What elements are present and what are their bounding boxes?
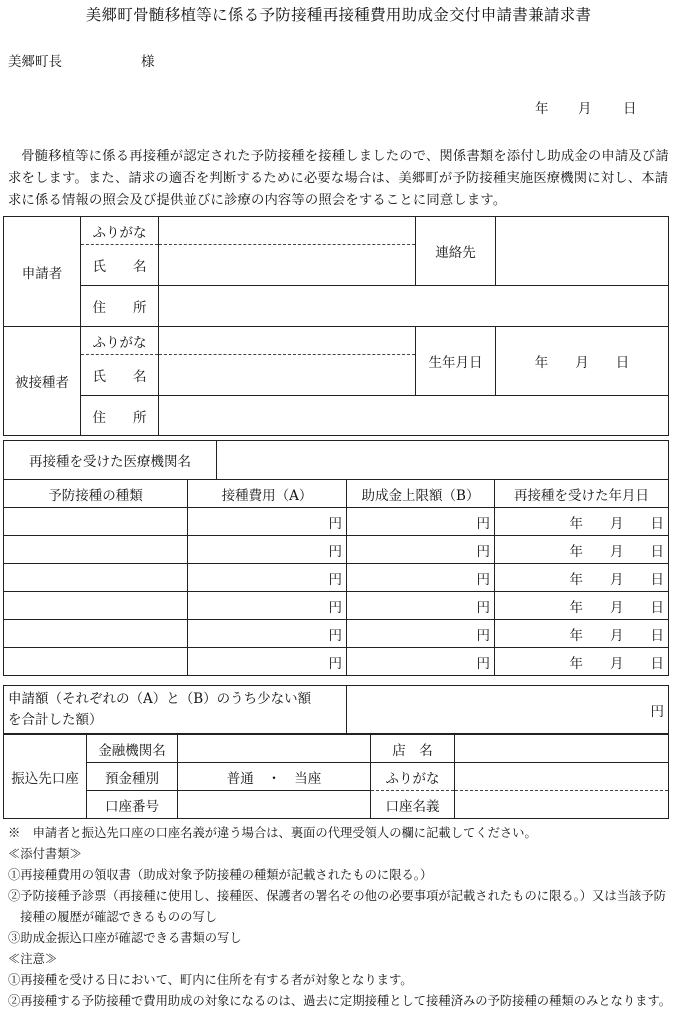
applicant-name-field[interactable] (159, 245, 416, 286)
vaccinee-name-field[interactable] (159, 355, 416, 396)
yen-unit: 円 (476, 571, 490, 588)
date-year-label: 年 (535, 101, 549, 117)
yen-unit: 円 (328, 627, 342, 644)
addressee-honorific: 様 (141, 54, 155, 70)
branch-label: 店 名 (371, 735, 455, 763)
yen-unit: 円 (476, 599, 490, 616)
vaccinee-furigana-label: ふりがな (81, 327, 159, 355)
vaccine-date-field[interactable] (495, 508, 669, 536)
vaccine-date-header: 再接種を受けた年月日 (495, 480, 669, 508)
claim-label-line1: 申請額（それぞれの（A）と（B）のうち少ない額 (8, 690, 312, 707)
vaccine-type-header: 予防接種の種類 (4, 480, 188, 508)
vaccinee-furigana-field[interactable] (159, 327, 416, 355)
yen-unit: 円 (476, 515, 490, 532)
yen-unit: 円 (476, 655, 490, 672)
claim-label (4, 686, 347, 734)
date-placeholder: 年 月 日 (569, 599, 664, 616)
vaccinee-address-field[interactable] (159, 396, 669, 436)
vaccine-limit-header: 助成金上限額（B） (347, 480, 495, 508)
vaccine-row (4, 620, 669, 648)
notes (8, 823, 671, 1012)
applicant-section-label: 申請者 (4, 217, 81, 327)
vaccine-cost-header: 接種費用（A） (188, 480, 347, 508)
date-placeholder: 年 月 日 (569, 571, 664, 588)
note-line: ②予防接種予診票（再接種に使用し、接種医、保護者の署名その他の必要事項が記載されたものに限る。）又は当該予防 (8, 889, 666, 903)
bank-name-field[interactable] (178, 735, 371, 763)
vaccine-row (4, 508, 669, 536)
yen-unit: 円 (328, 515, 342, 532)
date-placeholder: 年 月 日 (569, 543, 664, 560)
note-line: ①再接種費用の領収書（助成対象予防接種の種類が記載されたものに限る。） (8, 868, 433, 882)
vaccine-row (4, 536, 669, 564)
note-line: ①再接種を受ける日において、町内に住所を有する者が対象となります。 (8, 973, 413, 987)
account-number-field[interactable] (178, 791, 371, 819)
vaccine-limit-field[interactable] (347, 564, 495, 592)
applicant-address-label: 住 所 (81, 286, 159, 327)
institution-table (3, 440, 669, 480)
vaccine-type-field[interactable] (4, 648, 188, 676)
bank-name-label: 金融機関名 (87, 735, 178, 763)
vaccine-type-field[interactable] (4, 620, 188, 648)
account-holder-field[interactable] (455, 791, 669, 819)
applicant-name-label: 氏 名 (81, 245, 159, 286)
vaccine-cost-field[interactable] (188, 564, 347, 592)
note-line: ②再接種する予防接種で費用助成の対象になるのは、過去に定期接種として接種済みの予防接種の種類のみとなります。 (8, 994, 672, 1008)
vaccine-type-field[interactable] (4, 536, 188, 564)
account-furigana-field[interactable] (455, 763, 669, 791)
vaccine-cost-field[interactable] (188, 648, 347, 676)
vaccine-date-field[interactable] (495, 536, 669, 564)
yen-unit: 円 (328, 543, 342, 560)
addressee-name: 美郷町長 (8, 54, 62, 70)
vaccine-limit-field[interactable] (347, 620, 495, 648)
date-placeholder: 年 月 日 (569, 655, 664, 672)
vaccine-type-field[interactable] (4, 508, 188, 536)
person-table (3, 216, 669, 436)
vaccinee-section-label: 被接種者 (4, 327, 81, 436)
note-line: ≪注意≫ (8, 952, 58, 966)
applicant-contact-field[interactable] (496, 217, 669, 286)
applicant-contact-label: 連絡先 (416, 217, 496, 286)
note-line: ③助成金振込口座が確認できる書類の写し (8, 931, 242, 945)
bank-section-label: 振込先口座 (4, 735, 87, 819)
yen-unit: 円 (476, 543, 490, 560)
vaccine-table (3, 479, 669, 676)
yen-unit: 円 (476, 627, 490, 644)
date-month-label: 月 (578, 101, 592, 117)
yen-unit: 円 (328, 599, 342, 616)
vaccine-cost-field[interactable] (188, 620, 347, 648)
vaccine-cost-field[interactable] (188, 592, 347, 620)
vaccine-cost-field[interactable] (188, 508, 347, 536)
claim-label-line2: を合計した額） (8, 711, 103, 728)
date-placeholder: 年 月 日 (569, 627, 664, 644)
vaccine-limit-field[interactable] (347, 592, 495, 620)
yen-unit: 円 (328, 571, 342, 588)
vaccine-limit-field[interactable] (347, 648, 495, 676)
account-furigana-label: ふりがな (371, 763, 455, 791)
intro-paragraph: 骨髄移植等に係る再接種が認定された予防接種を接種しましたので、関係書類を添付し助成金の申請及び請求をします。また、請求の適否を判断するために必要な場合は、美郷町が予防接種実施医療機関に対し、本請求に係る情報の照会及び提供並びに診療の内容等の照会をすることに同意します。 (8, 149, 669, 208)
bank-table (3, 734, 669, 819)
applicant-furigana-label: ふりがな (81, 217, 159, 245)
vaccine-limit-field[interactable] (347, 536, 495, 564)
vaccine-cost-field[interactable] (188, 536, 347, 564)
vaccine-date-field[interactable] (495, 564, 669, 592)
note-line: 接種の履歴が確認できるものの写し (8, 910, 218, 924)
vaccine-date-field[interactable] (495, 592, 669, 620)
vaccine-rows (4, 508, 669, 676)
vaccine-date-field[interactable] (495, 620, 669, 648)
claim-amount-field[interactable] (347, 686, 669, 734)
vaccine-limit-field[interactable] (347, 508, 495, 536)
institution-field[interactable] (217, 441, 669, 480)
vaccinee-address-label: 住 所 (81, 396, 159, 436)
vaccinee-dob-field[interactable]: 年 月 日 (496, 327, 669, 396)
vaccinee-dob-label: 生年月日 (416, 327, 496, 396)
vaccine-row (4, 564, 669, 592)
claim-table (3, 685, 669, 734)
vaccine-type-field[interactable] (4, 564, 188, 592)
institution-label: 再接種を受けた医療機関名 (4, 441, 217, 480)
vaccine-row (4, 648, 669, 676)
vaccinee-name-label: 氏 名 (81, 355, 159, 396)
applicant-furigana-field[interactable] (159, 217, 416, 245)
account-holder-label: 口座名義 (371, 791, 455, 819)
date-day-label: 日 (623, 101, 637, 117)
note-line: ≪添付書類≫ (8, 847, 82, 861)
deposit-type-label: 預金種別 (87, 763, 178, 791)
vaccine-row (4, 592, 669, 620)
vaccine-date-field[interactable] (495, 648, 669, 676)
note-line: ※ 申請者と振込先口座の口座名義が違う場合は、裏面の代理受領人の欄に記載してください。 (8, 826, 537, 840)
deposit-type-field[interactable]: 普通 ・ 当座 (178, 763, 371, 791)
form-title: 美郷町骨髄移植等に係る予防接種再接種費用助成金交付申請書兼請求書 (85, 6, 592, 24)
vaccine-type-field[interactable] (4, 592, 188, 620)
yen-unit: 円 (328, 655, 342, 672)
applicant-address-field[interactable] (159, 286, 669, 327)
claim-unit: 円 (650, 703, 664, 720)
date-placeholder: 年 月 日 (569, 515, 664, 532)
account-number-label: 口座番号 (87, 791, 178, 819)
branch-field[interactable] (455, 735, 669, 763)
